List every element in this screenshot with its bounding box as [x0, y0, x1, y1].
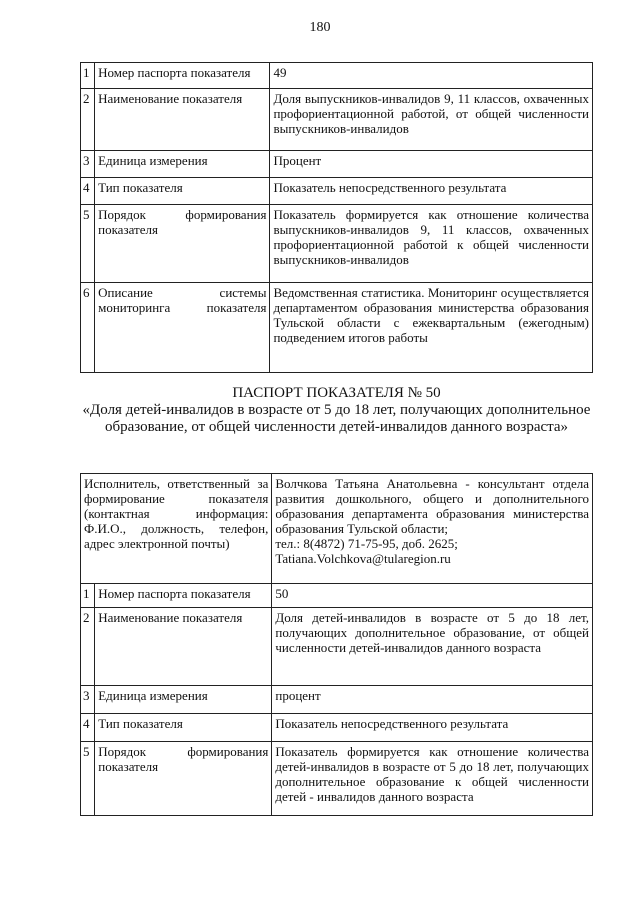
row-label: [95, 205, 270, 283]
executor-phone: тел.: 8(4872) 71-75-95, доб. 2625;: [275, 536, 458, 551]
table-row: [81, 608, 593, 686]
row-number: 1: [81, 584, 95, 608]
passport-49-table: [80, 62, 593, 373]
row-value: Доля выпускников-инвалидов 9, 11 классов, охваченных профориентационной работой, от общей численности выпускников-инвалидов: [270, 89, 593, 151]
executor-value: [272, 474, 593, 584]
passport-subtitle: «Доля детей-инвалидов в возрасте от 5 до 18 лет, получающих дополнительное образование, от общей численности детей-инвалидов данного возраста»: [82, 402, 591, 435]
table-row: [81, 63, 593, 89]
row-label: Единица измерения: [95, 686, 272, 714]
table-row: [81, 178, 593, 205]
table-row: [81, 742, 593, 816]
row-label: Наименование показателя: [95, 608, 272, 686]
row-number: 4: [81, 714, 95, 742]
executor-label: Исполнитель, ответственный за формирование показателя (контактная информация: Ф.И.О., должность, телефон, адрес электронной почты): [81, 474, 272, 584]
row-value: Показатель непосредственного результата: [270, 178, 593, 205]
row-value: Доля детей-инвалидов в возрасте от 5 до 18 лет, получающих дополнительное образование, от общей численности детей-инвалидов данного возраста: [272, 608, 593, 686]
table-row: [81, 151, 593, 178]
table-row: [81, 283, 593, 373]
table-row: [81, 205, 593, 283]
table-row: [81, 89, 593, 151]
row-number: 5: [81, 742, 95, 816]
row-label: Тип показателя: [95, 714, 272, 742]
table-row: [81, 714, 593, 742]
executor-email: Tatiana.Volchkova@tularegion.ru: [275, 551, 451, 566]
executor-contact: Волчкова Татьяна Анатольевна - консультант отдела развития дошкольного, общего и дополнительного образования департамента образования министерства образования Тульской области;: [275, 476, 589, 536]
passport-50-heading: [80, 385, 593, 436]
row-label: Номер паспорта показателя: [95, 63, 270, 89]
row-number: 5: [81, 205, 95, 283]
row-number: 2: [81, 608, 95, 686]
row-number: 4: [81, 178, 95, 205]
row-label-text: Описание системы мониторинга показателя: [98, 285, 267, 315]
row-value: Ведомственная статистика. Мониторинг осуществляется департаментом образования министерства образования Тульской области с ежеквартальным (ежегодным) подведением итогов работы: [270, 283, 593, 373]
table-row: [81, 686, 593, 714]
row-label-text: Порядок формирования показателя: [98, 207, 267, 237]
row-value: 50: [272, 584, 593, 608]
row-label: Наименование показателя: [95, 89, 270, 151]
row-value: Показатель формируется как отношение количества детей-инвалидов в возрасте от 5 до 18 лет, получающих дополнительное образование к общей численности детей - инвалидов данного возраста: [272, 742, 593, 816]
row-label: Единица измерения: [95, 151, 270, 178]
row-number: 3: [81, 151, 95, 178]
row-number: 1: [81, 63, 95, 89]
page-number: 180: [309, 20, 331, 35]
row-label-text: Порядок формирования показателя: [98, 744, 269, 774]
row-label: Номер паспорта показателя: [95, 584, 272, 608]
row-label: [95, 283, 270, 373]
row-number: 6: [81, 283, 95, 373]
row-number: 3: [81, 686, 95, 714]
row-label: [95, 742, 272, 816]
table-row: [81, 584, 593, 608]
row-number: 2: [81, 89, 95, 151]
row-value: процент: [272, 686, 593, 714]
row-value: Показатель формируется как отношение количества выпускников-инвалидов 9, 11 классов, охваченных профориентационной работой к общей численности выпускников-инвалидов: [270, 205, 593, 283]
row-value: Показатель непосредственного результата: [272, 714, 593, 742]
row-value: Процент: [270, 151, 593, 178]
passport-title: ПАСПОРТ ПОКАЗАТЕЛЯ № 50: [232, 385, 441, 401]
table-row: [81, 474, 593, 584]
passport-50-table: [80, 473, 593, 816]
row-label: Тип показателя: [95, 178, 270, 205]
row-value: 49: [270, 63, 593, 89]
